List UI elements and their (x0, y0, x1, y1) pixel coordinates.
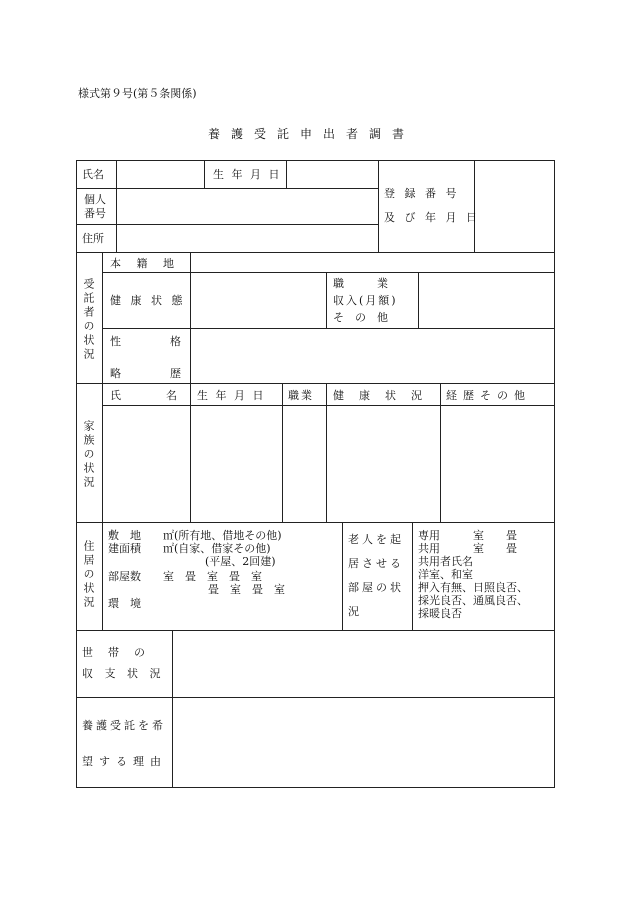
address-label: 住所 (82, 232, 104, 245)
reason-label-1: 養護受託を希 (82, 719, 166, 732)
household-label-2: 収 支 状 況 (82, 667, 165, 680)
personality-label: 性 格 (110, 335, 185, 348)
family-col-health: 健 康 状 況 (333, 389, 424, 402)
family-col-other: 経歴その他 (446, 389, 531, 402)
other-label: そ の 他 (333, 311, 388, 324)
health-label: 健 康 状 態 (110, 294, 186, 307)
room-detail-2: 共用 室 畳 (418, 542, 517, 555)
registration-label-1: 登 録 番 号 (384, 187, 460, 200)
elder-room-label-2: 居させる (348, 557, 404, 570)
family-section-label: 家族の状況 (82, 420, 95, 490)
rooms-line-1: 部屋数 室 畳 室 畳 室 (108, 570, 262, 583)
elder-room-label-4: 況 (348, 605, 359, 618)
family-col-name: 氏 名 (110, 389, 180, 402)
personal-number-label-2: 番号 (84, 207, 106, 220)
occupation-label: 職 業 (333, 277, 388, 290)
room-detail-1: 専用 室 畳 (418, 529, 517, 542)
page-title: 養護受託申出者調書 (208, 127, 416, 141)
income-label: 収入(月額) (333, 294, 398, 307)
room-detail-4: 洋室、和室 (418, 568, 473, 581)
building-type-line: (平屋、2回建) (205, 555, 276, 568)
residence-section-label: 住居の状況 (82, 540, 95, 610)
room-detail-5: 押入有無、日照良否、 (418, 581, 528, 594)
reason-label-2: 望する理由 (82, 755, 167, 768)
site-line: 敷 地 ㎡(所有地、借地その他) (108, 529, 282, 542)
personal-number-label-1: 個人 (84, 193, 106, 206)
elder-room-label-1: 老人を起 (348, 533, 404, 546)
room-detail-7: 採暖良否 (418, 607, 462, 620)
room-detail-3: 共用者氏名 (418, 555, 473, 568)
form-number: 様式第９号(第５条関係) (78, 87, 197, 100)
family-col-birthdate: 生 年 月 日 (197, 389, 266, 402)
environment-label: 環 境 (108, 597, 141, 610)
birthdate-label: 生 年 月 日 (213, 168, 282, 181)
registration-label-2: 及 び 年 月 日 (384, 211, 480, 224)
name-label: 氏名 (82, 168, 104, 181)
household-label-1: 世 帯 の (82, 646, 147, 659)
elder-room-label-3: 部屋の状 (348, 581, 404, 594)
rooms-line-2: 畳 室 畳 室 (208, 583, 285, 596)
trustee-section-label: 受託者の状況 (82, 278, 95, 362)
room-detail-6: 採光良否、通風良否、 (418, 594, 528, 607)
history-label: 略 歴 (110, 367, 185, 380)
domicile-label: 本 籍 地 (110, 257, 180, 270)
floor-area-line: 建面積 ㎡(自家、借家その他) (108, 542, 271, 555)
family-col-occupation: 職業 (288, 389, 314, 402)
